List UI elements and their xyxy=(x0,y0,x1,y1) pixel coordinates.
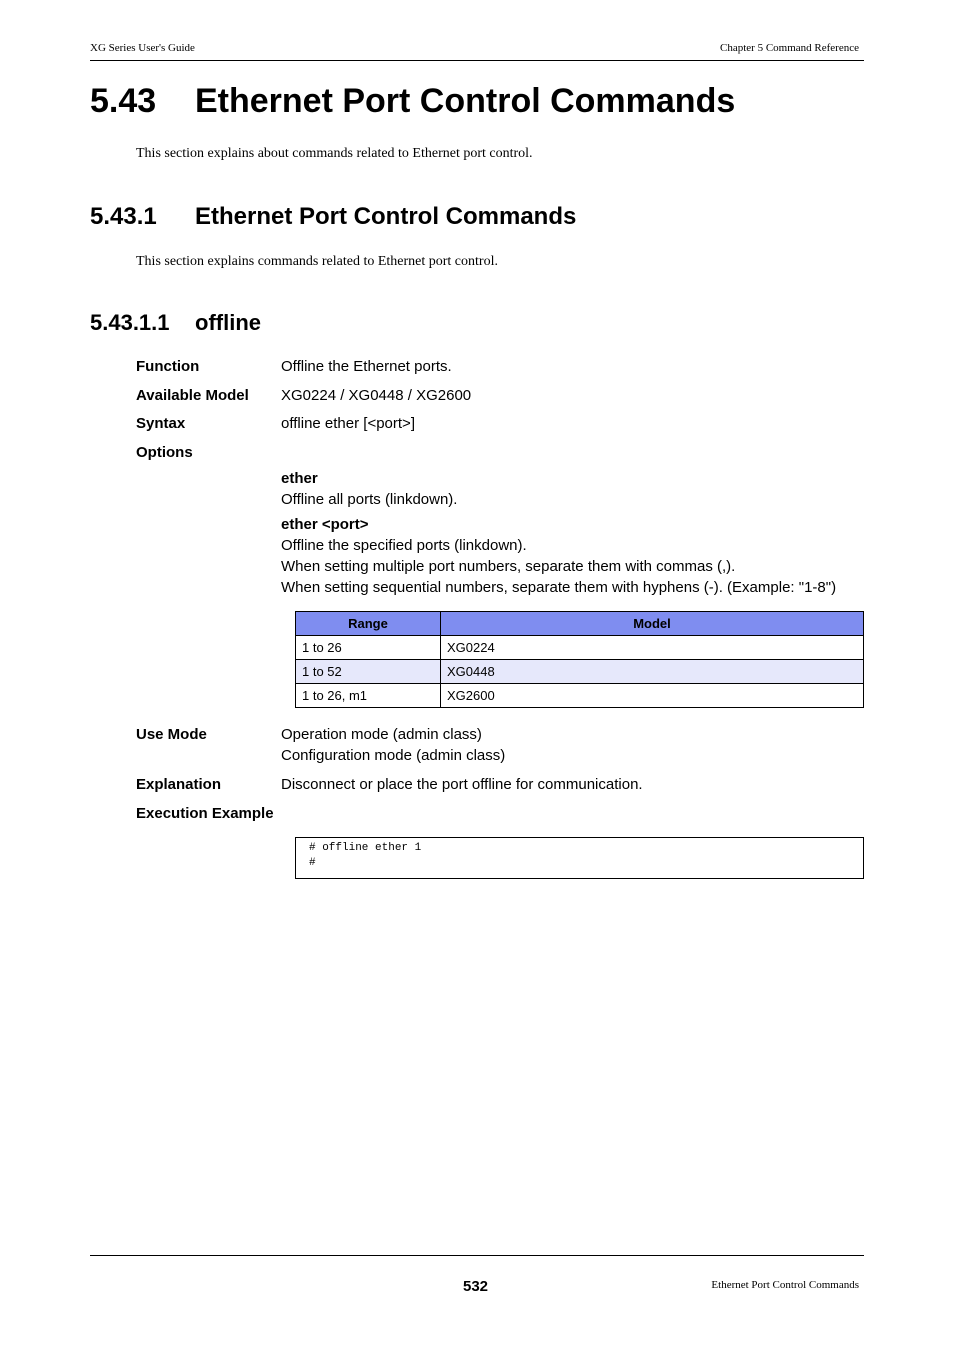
column-header-model: Model xyxy=(441,612,864,636)
footer-rule xyxy=(90,1255,864,1256)
range-cell: 1 to 52 xyxy=(296,660,441,684)
subsection-heading xyxy=(90,203,576,231)
running-footer-title: Ethernet Port Control Commands xyxy=(711,1279,859,1291)
code-line: # offline ether 1 xyxy=(309,842,422,854)
range-cell: 1 to 26 xyxy=(296,636,441,660)
option-term-ether: ether xyxy=(281,470,318,487)
page-number: 532 xyxy=(463,1278,489,1295)
running-header-title: XG Series User's Guide xyxy=(90,42,195,54)
section-heading xyxy=(90,82,735,121)
explanation-label: Explanation xyxy=(136,776,222,793)
option-desc-ether-port-line: When setting sequential numbers, separate them with hyphens (-). (Example: "1-8") xyxy=(281,579,837,596)
syntax-value: offline ether [<port>] xyxy=(281,415,415,432)
subsection-number: 5.43.1 xyxy=(90,203,157,230)
execution-example-code-box xyxy=(295,837,864,879)
range-cell: 1 to 26, m1 xyxy=(296,684,441,708)
section-intro: This section explains about commands related to Ethernet port control. xyxy=(136,146,533,161)
table-row xyxy=(296,660,864,684)
explanation-value: Disconnect or place the port offline for communication. xyxy=(281,776,643,793)
function-value: Offline the Ethernet ports. xyxy=(281,358,452,375)
subsection-intro: This section explains commands related to Ethernet port control. xyxy=(136,254,498,269)
available-model-value: XG0224 / XG0448 / XG2600 xyxy=(281,387,472,404)
function-label: Function xyxy=(136,358,200,375)
available-model-label: Available Model xyxy=(136,387,249,404)
table-row xyxy=(296,636,864,660)
command-number: 5.43.1.1 xyxy=(90,310,170,335)
command-title: offline xyxy=(195,310,261,335)
column-header-range: Range xyxy=(296,612,441,636)
model-cell: XG0448 xyxy=(441,660,864,684)
table-row xyxy=(296,684,864,708)
model-cell: XG2600 xyxy=(441,684,864,708)
option-term-ether-port: ether <port> xyxy=(281,516,369,533)
header-rule xyxy=(90,60,864,61)
model-cell: XG0224 xyxy=(441,636,864,660)
use-mode-label: Use Mode xyxy=(136,726,207,743)
syntax-label: Syntax xyxy=(136,415,186,432)
code-line: # xyxy=(309,857,316,869)
option-desc-ether-port-line: Offline the specified ports (linkdown). xyxy=(281,537,527,554)
table-header-row xyxy=(296,612,864,636)
command-heading xyxy=(90,310,261,336)
option-desc-ether-port-line: When setting multiple port numbers, separate them with commas (,). xyxy=(281,558,736,575)
execution-example-label: Execution Example xyxy=(136,805,274,822)
option-desc-ether: Offline all ports (linkdown). xyxy=(281,491,458,508)
running-header-chapter: Chapter 5 Command Reference xyxy=(720,42,859,54)
section-number: 5.43 xyxy=(90,82,157,120)
range-table xyxy=(295,611,864,708)
options-label: Options xyxy=(136,444,193,461)
subsection-title: Ethernet Port Control Commands xyxy=(195,203,577,230)
use-mode-value: Configuration mode (admin class) xyxy=(281,747,506,764)
use-mode-value: Operation mode (admin class) xyxy=(281,726,482,743)
section-title: Ethernet Port Control Commands xyxy=(195,82,736,120)
